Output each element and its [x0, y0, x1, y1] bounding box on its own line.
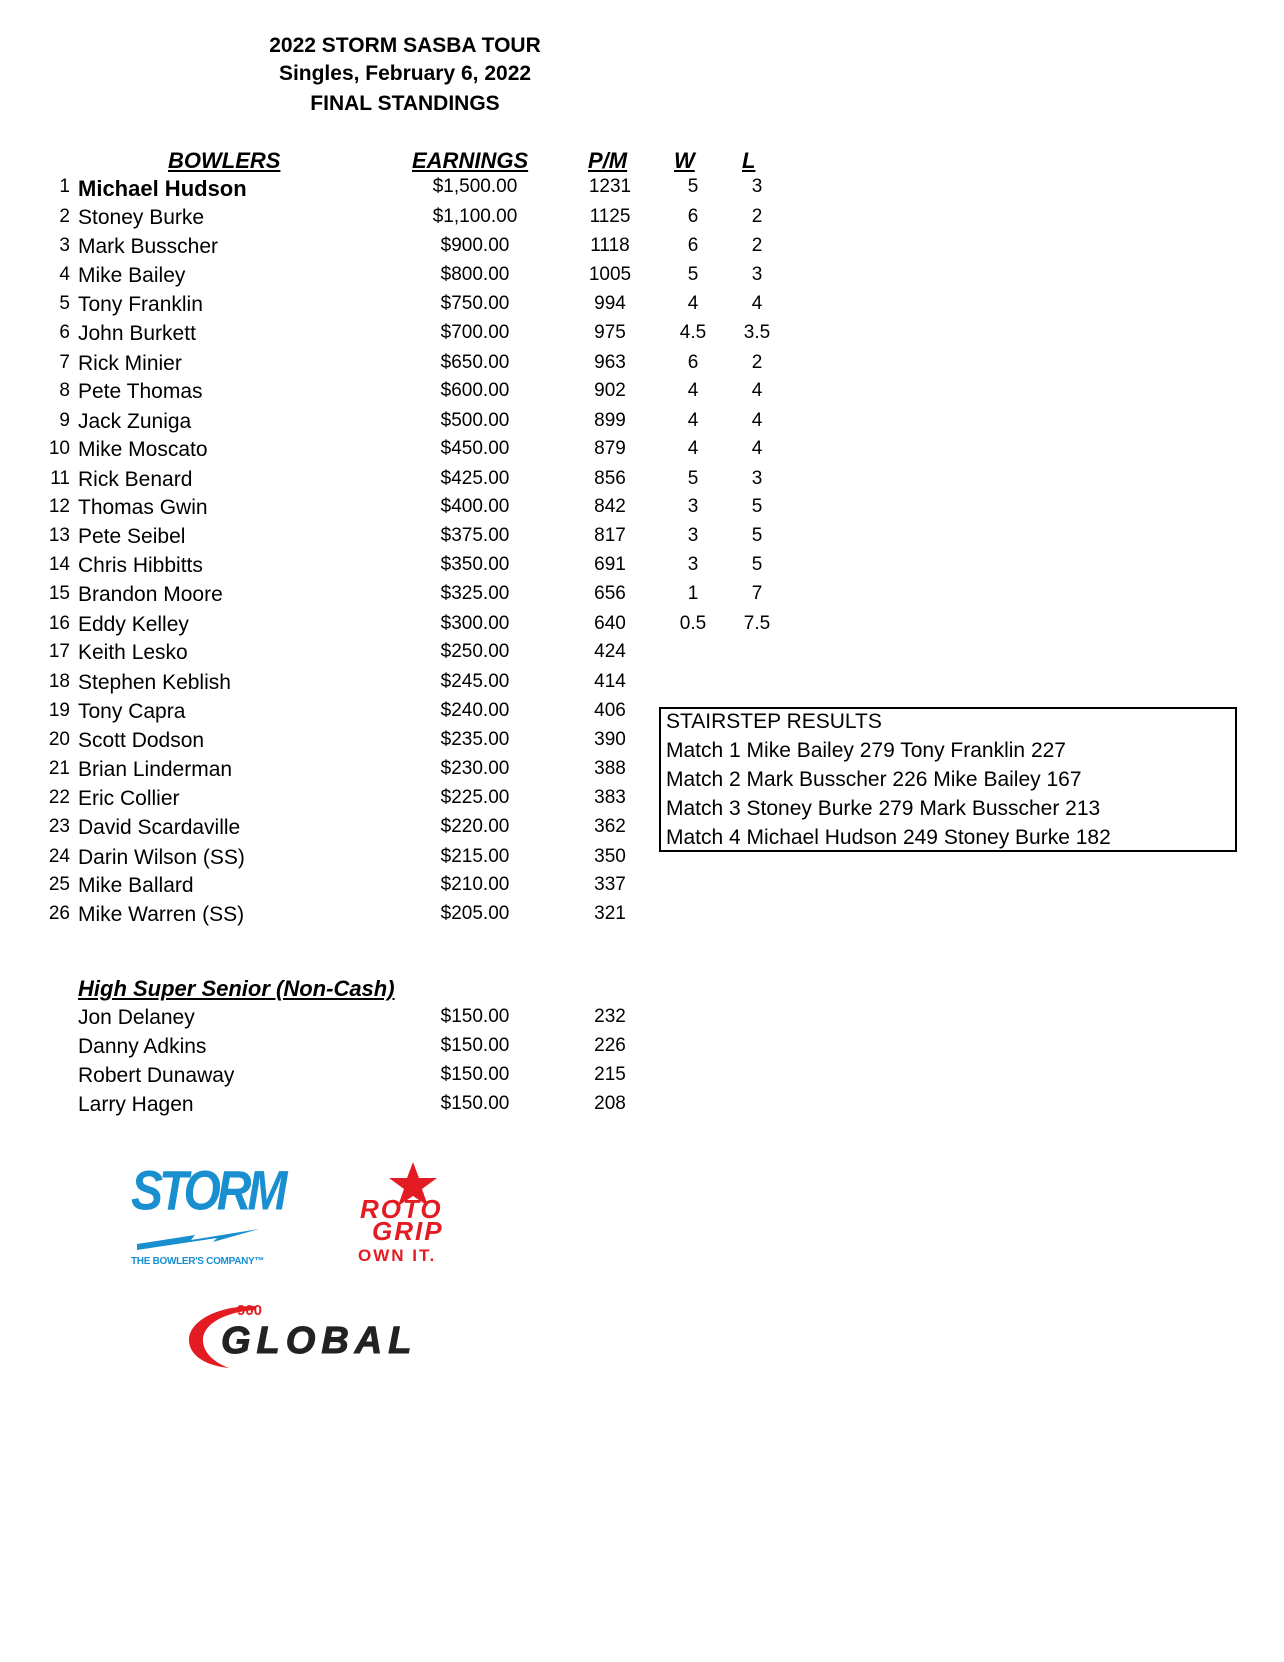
- standings-row: [0, 206, 800, 235]
- bowler-name: Thomas Gwin: [78, 496, 208, 519]
- pm-cell: 414: [594, 671, 626, 692]
- standings-row: [0, 322, 800, 351]
- bowler-name: Darin Wilson (SS): [78, 846, 245, 869]
- pm-cell: 963: [594, 352, 626, 373]
- bowler-name: Eddy Kelley: [78, 613, 189, 636]
- pm-cell: 388: [594, 758, 626, 779]
- storm-wordmark: STORM: [131, 1161, 284, 1223]
- losses-cell: 4: [751, 410, 763, 431]
- earnings-cell: $240.00: [440, 700, 510, 721]
- earnings-cell: $300.00: [440, 613, 510, 634]
- wins-cell: 1: [687, 583, 699, 604]
- bowler-name: Keith Lesko: [78, 641, 188, 664]
- losses-cell: 3.5: [743, 322, 771, 343]
- standings-row: [0, 583, 800, 612]
- wins-cell: 3: [687, 525, 699, 546]
- global-prefix: 900: [237, 1302, 263, 1319]
- standings-row: [0, 293, 800, 322]
- earnings-cell: $400.00: [440, 496, 510, 517]
- standings-row: [0, 438, 800, 467]
- losses-cell: 2: [751, 235, 763, 256]
- global-wordmark: GLOBAL: [221, 1320, 418, 1362]
- pm-cell: 902: [594, 380, 626, 401]
- storm-tagline: THE BOWLER'S COMPANY™: [131, 1256, 265, 1267]
- stairstep-results-box: [659, 707, 1237, 852]
- wins-cell: 4: [687, 380, 699, 401]
- rank-cell: 2: [59, 206, 70, 227]
- earnings-cell: $325.00: [440, 583, 510, 604]
- stairstep-match: Match 1 Mike Bailey 279 Tony Franklin 227: [666, 739, 1066, 762]
- standings-row: [0, 671, 800, 700]
- earnings-cell: $900.00: [440, 235, 510, 256]
- stairstep-match: Match 2 Mark Busscher 226 Mike Bailey 167: [666, 768, 1082, 791]
- bowler-name: Danny Adkins: [78, 1035, 207, 1058]
- standings-heading: FINAL STANDINGS: [310, 92, 500, 115]
- rank-cell: 11: [50, 468, 70, 489]
- rank-cell: 22: [48, 787, 70, 808]
- standings-row: [0, 176, 800, 205]
- pm-cell: 640: [594, 613, 626, 634]
- earnings-cell: $1,100.00: [432, 206, 518, 227]
- earnings-cell: $450.00: [440, 438, 510, 459]
- rank-cell: 16: [48, 613, 70, 634]
- super-senior-row: [0, 1006, 800, 1035]
- standings-row: [0, 410, 800, 439]
- rank-cell: 18: [48, 671, 70, 692]
- super-senior-heading: High Super Senior (Non-Cash): [78, 976, 395, 1001]
- standings-row: [0, 554, 800, 583]
- rank-cell: 26: [48, 903, 70, 924]
- pm-cell: 383: [594, 787, 626, 808]
- standings-row: [0, 874, 800, 903]
- rank-cell: 10: [48, 438, 70, 459]
- bowler-name: Michael Hudson: [78, 176, 247, 201]
- rank-cell: 7: [59, 352, 70, 373]
- pm-cell: 975: [594, 322, 626, 343]
- pm-cell: 232: [594, 1006, 626, 1027]
- pm-cell: 817: [594, 525, 626, 546]
- pm-cell: 321: [594, 903, 626, 924]
- earnings-cell: $225.00: [440, 787, 510, 808]
- 900-global-logo: [185, 1300, 545, 1370]
- earnings-cell: $425.00: [440, 468, 510, 489]
- standings-row: [0, 380, 800, 409]
- losses-cell: 3: [751, 176, 763, 197]
- roto-grip-logo: [350, 1160, 500, 1270]
- pm-cell: 1125: [589, 206, 631, 227]
- rank-cell: 3: [59, 235, 70, 256]
- losses-cell: 5: [751, 496, 763, 517]
- losses-cell: 2: [751, 206, 763, 227]
- earnings-cell: $1,500.00: [432, 176, 518, 197]
- rank-cell: 19: [48, 700, 70, 721]
- losses-cell: 7: [751, 583, 763, 604]
- roto-tagline: OWN IT.: [358, 1246, 437, 1265]
- bowler-name: Tony Franklin: [78, 293, 203, 316]
- standings-row: [0, 641, 800, 670]
- bowler-name: Rick Minier: [78, 352, 182, 375]
- rank-cell: 24: [48, 846, 70, 867]
- super-senior-row: [0, 1064, 800, 1093]
- earnings-cell: $235.00: [440, 729, 510, 750]
- losses-cell: 2: [751, 352, 763, 373]
- losses-cell: 4: [751, 293, 763, 314]
- pm-cell: 1005: [588, 264, 632, 285]
- pm-cell: 1118: [590, 235, 630, 256]
- losses-cell: 5: [751, 525, 763, 546]
- wins-cell: 5: [687, 176, 699, 197]
- wins-cell: 5: [687, 468, 699, 489]
- rank-cell: 4: [59, 264, 70, 285]
- bowler-name: Eric Collier: [78, 787, 180, 810]
- pm-header: P/M: [588, 148, 628, 173]
- standings-row: [0, 496, 800, 525]
- rank-cell: 20: [48, 729, 70, 750]
- bowler-name: Brandon Moore: [78, 583, 223, 606]
- earnings-cell: $150.00: [440, 1064, 510, 1085]
- pm-cell: 994: [594, 293, 626, 314]
- w-header: W: [674, 148, 695, 173]
- earnings-cell: $150.00: [440, 1006, 510, 1027]
- stairstep-match: Match 3 Stoney Burke 279 Mark Busscher 213: [666, 797, 1101, 820]
- standings-row: [0, 235, 800, 264]
- bowler-name: Pete Seibel: [78, 525, 186, 548]
- losses-cell: 4: [751, 380, 763, 401]
- standings-row: [0, 264, 800, 293]
- pm-cell: 406: [594, 700, 626, 721]
- rank-cell: 5: [59, 293, 70, 314]
- bowler-name: Robert Dunaway: [78, 1064, 235, 1087]
- bowler-name: Mike Moscato: [78, 438, 208, 461]
- wins-cell: 3: [687, 496, 699, 517]
- earnings-cell: $250.00: [440, 641, 510, 662]
- earnings-cell: $230.00: [440, 758, 510, 779]
- earnings-cell: $205.00: [440, 903, 510, 924]
- bowler-name: Pete Thomas: [78, 380, 203, 403]
- earnings-cell: $650.00: [440, 352, 510, 373]
- rank-cell: 21: [48, 758, 70, 779]
- bowler-name: Mike Warren (SS): [78, 903, 245, 926]
- bowler-name: Scott Dodson: [78, 729, 205, 752]
- rank-cell: 25: [48, 874, 70, 895]
- pm-cell: 842: [594, 496, 626, 517]
- rank-cell: 6: [59, 322, 70, 343]
- wins-cell: 0.5: [679, 613, 707, 634]
- losses-cell: 3: [751, 468, 763, 489]
- rank-cell: 15: [48, 583, 70, 604]
- wins-cell: 6: [687, 206, 699, 227]
- earnings-cell: $215.00: [440, 846, 510, 867]
- pm-cell: 350: [594, 846, 626, 867]
- rank-cell: 9: [59, 410, 70, 431]
- losses-cell: 4: [751, 438, 763, 459]
- pm-cell: 390: [594, 729, 626, 750]
- stairstep-title: STAIRSTEP RESULTS: [666, 710, 882, 733]
- wins-cell: 4: [687, 293, 699, 314]
- grip-wordmark: GRIP: [372, 1216, 444, 1246]
- bowler-name: Larry Hagen: [78, 1093, 194, 1116]
- wins-cell: 5: [687, 264, 699, 285]
- bowler-name: Stoney Burke: [78, 206, 205, 229]
- earnings-cell: $150.00: [440, 1093, 510, 1114]
- pm-cell: 215: [594, 1064, 626, 1085]
- wins-cell: 3: [687, 554, 699, 575]
- pm-cell: 208: [594, 1093, 626, 1114]
- wins-cell: 6: [687, 235, 699, 256]
- bowler-name: Jon Delaney: [78, 1006, 195, 1029]
- super-senior-row: [0, 1035, 800, 1064]
- lightning-bolt-icon: [135, 1226, 265, 1252]
- bowler-name: Stephen Keblish: [78, 671, 231, 694]
- earnings-cell: $245.00: [440, 671, 510, 692]
- bowler-name: Brian Linderman: [78, 758, 233, 781]
- pm-cell: 226: [594, 1035, 626, 1056]
- bowler-name: Mike Ballard: [78, 874, 194, 897]
- earnings-cell: $150.00: [440, 1035, 510, 1056]
- pm-cell: 1231: [588, 176, 632, 197]
- earnings-cell: $210.00: [440, 874, 510, 895]
- losses-cell: 5: [751, 554, 763, 575]
- earnings-cell: $375.00: [440, 525, 510, 546]
- stairstep-match: Match 4 Michael Hudson 249 Stoney Burke 182: [666, 826, 1111, 849]
- roto-wordmark: ROTO: [360, 1194, 443, 1224]
- rank-cell: 1: [59, 176, 70, 197]
- bowler-name: Rick Benard: [78, 468, 193, 491]
- l-header: L: [742, 148, 756, 173]
- bowler-name: Chris Hibbitts: [78, 554, 203, 577]
- pm-cell: 362: [594, 816, 626, 837]
- storm-logo: [125, 1160, 284, 1270]
- pm-cell: 899: [594, 410, 626, 431]
- pm-cell: 424: [594, 641, 626, 662]
- pm-cell: 656: [594, 583, 626, 604]
- standings-row: [0, 468, 800, 497]
- rank-cell: 8: [59, 380, 70, 401]
- earnings-cell: $500.00: [440, 410, 510, 431]
- earnings-header: EARNINGS: [412, 148, 529, 173]
- standings-row: [0, 525, 800, 554]
- tour-title: 2022 STORM SASBA TOUR: [269, 34, 541, 57]
- standings-row: [0, 613, 800, 642]
- standings-row: [0, 352, 800, 381]
- pm-cell: 856: [594, 468, 626, 489]
- rank-cell: 17: [48, 641, 70, 662]
- losses-cell: 7.5: [743, 613, 771, 634]
- wins-cell: 4: [687, 438, 699, 459]
- bowler-name: Mike Bailey: [78, 264, 186, 287]
- bowler-name: Tony Capra: [78, 700, 186, 723]
- bowler-name: John Burkett: [78, 322, 196, 345]
- rank-cell: 23: [48, 816, 70, 837]
- bowler-name: Mark Busscher: [78, 235, 219, 258]
- pm-cell: 879: [594, 438, 626, 459]
- earnings-cell: $800.00: [440, 264, 510, 285]
- wins-cell: 6: [687, 352, 699, 373]
- earnings-cell: $750.00: [440, 293, 510, 314]
- super-senior-row: [0, 1093, 800, 1122]
- rank-cell: 13: [48, 525, 70, 546]
- pm-cell: 337: [594, 874, 626, 895]
- bowlers-header: BOWLERS: [168, 148, 281, 173]
- rank-cell: 12: [48, 496, 70, 517]
- earnings-cell: $700.00: [440, 322, 510, 343]
- standings-row: [0, 903, 800, 932]
- event-date: Singles, February 6, 2022: [278, 62, 532, 85]
- pm-cell: 691: [594, 554, 626, 575]
- earnings-cell: $600.00: [440, 380, 510, 401]
- rank-cell: 14: [48, 554, 70, 575]
- bowler-name: David Scardaville: [78, 816, 241, 839]
- losses-cell: 3: [751, 264, 763, 285]
- earnings-cell: $350.00: [440, 554, 510, 575]
- earnings-cell: $220.00: [440, 816, 510, 837]
- wins-cell: 4: [687, 410, 699, 431]
- wins-cell: 4.5: [679, 322, 707, 343]
- bowler-name: Jack Zuniga: [78, 410, 192, 433]
